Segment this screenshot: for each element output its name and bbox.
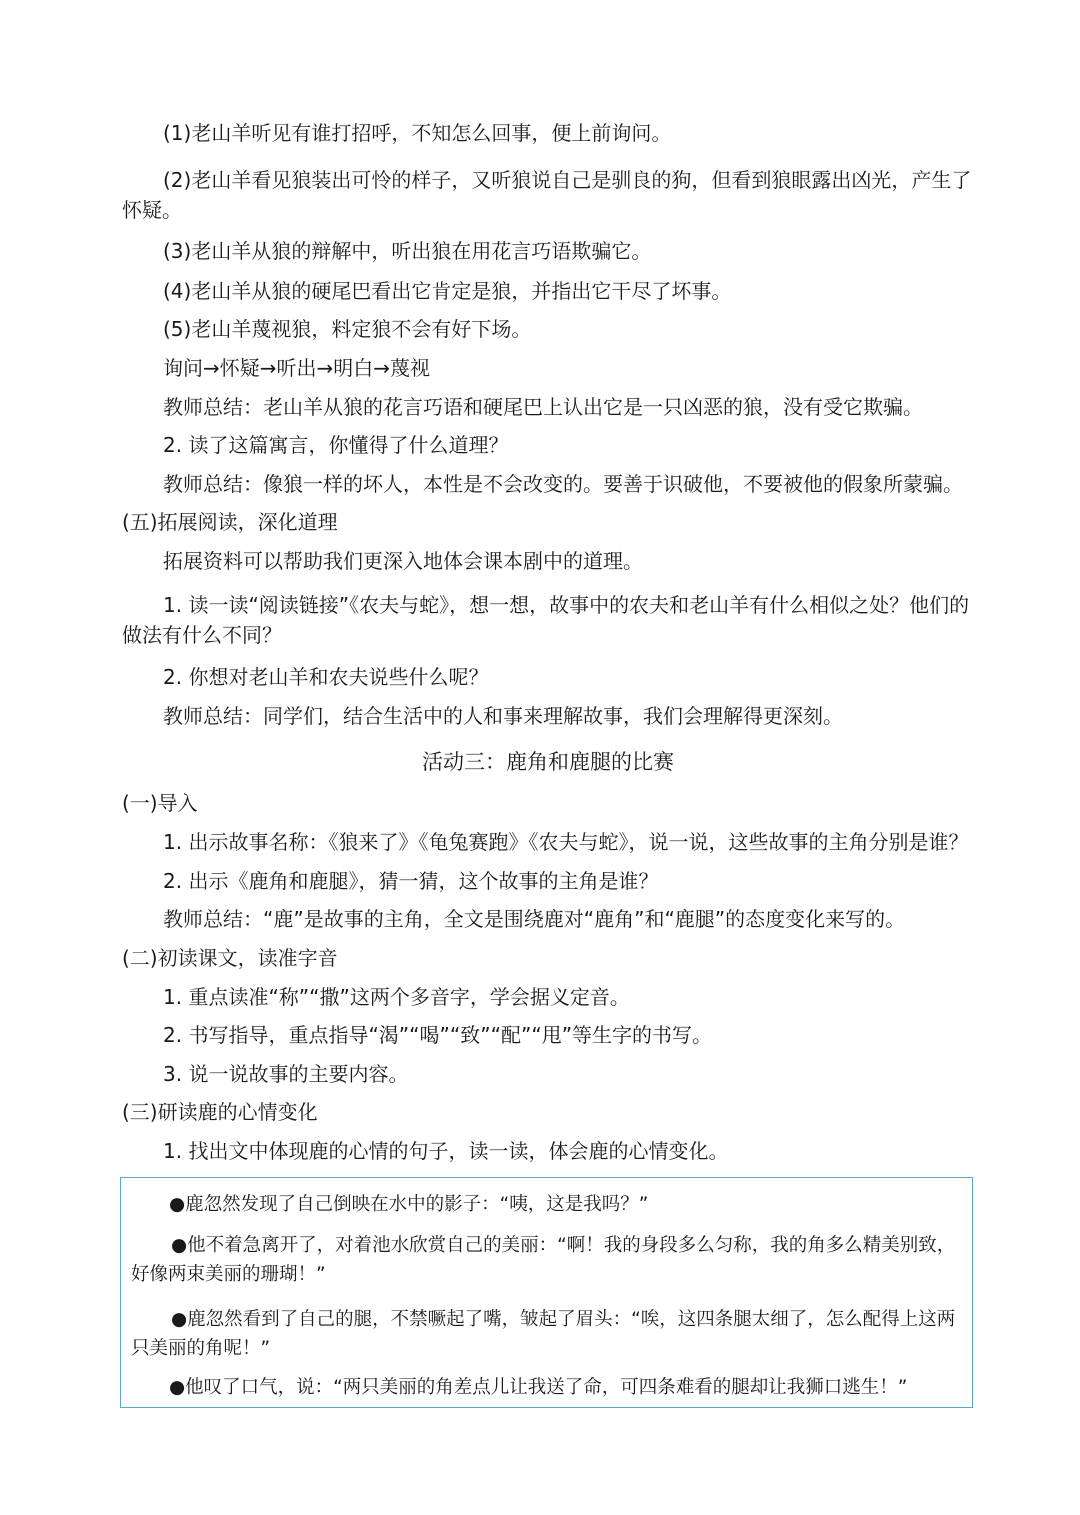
teacher-summary: 教师总结：老山羊从狼的花言巧语和硬尾巴上认出它是一只凶恶的狼，没有受它欺骗。	[163, 395, 923, 419]
quote-line: ●他叹了口气，说：“两只美丽的角差点儿让我送了命，可四条难看的腿却让我狮口逃生！”	[169, 1377, 908, 1398]
question: 2. 书写指导，重点指导“渴”“喝”“致”“配”“甩”等生字的书写。	[163, 1023, 713, 1047]
question: 3. 说一说故事的主要内容。	[163, 1062, 409, 1086]
quote-line: ●鹿忽然看到了自己的腿，不禁噘起了嘴，皱起了眉头：“唉，这四条腿太细了，怎么配得上这两只美丽的角呢！”	[131, 1309, 956, 1359]
story-step-5: (5)老山羊蔑视狼，料定狼不会有好下场。	[163, 317, 532, 341]
story-step-1: (1)老山羊听见有谁打招呼，不知怎么回事，便上前询问。	[163, 121, 672, 145]
paragraph: 拓展资料可以帮助我们更深入地体会课本剧中的道理。	[163, 549, 643, 573]
question: 2. 你想对老山羊和农夫说些什么呢？	[163, 665, 489, 689]
quote-box	[120, 1177, 973, 1408]
activity-title: 活动三：鹿角和鹿腿的比赛	[422, 750, 674, 774]
question: 2. 出示《鹿角和鹿腿》，猜一猜，这个故事的主角是谁？	[163, 869, 659, 893]
question: 1. 找出文中体现鹿的心情的句子，读一读，体会鹿的心情变化。	[163, 1139, 729, 1163]
quote-line: ●他不着急离开了，对着池水欣赏自己的美丽：“啊！我的身段多么匀称，我的角多么精美别致，好像两束美丽的珊瑚！”	[131, 1235, 956, 1285]
quote-line: ●鹿忽然发现了自己倒映在水中的影子：“咦，这是我吗？”	[169, 1194, 649, 1215]
section-heading: (三)研读鹿的心情变化	[122, 1100, 318, 1124]
story-step-4: (4)老山羊从狼的硬尾巴看出它肯定是狼，并指出它干尽了坏事。	[163, 279, 732, 303]
teacher-summary: 教师总结：像狼一样的坏人，本性是不会改变的。要善于识破他，不要被他的假象所蒙骗。	[163, 472, 963, 496]
teacher-summary: 教师总结：同学们，结合生活中的人和事来理解故事，我们会理解得更深刻。	[163, 704, 843, 728]
story-step-3: (3)老山羊从狼的辩解中，听出狼在用花言巧语欺骗它。	[163, 239, 652, 263]
section-heading: (二)初读课文，读准字音	[122, 946, 338, 970]
story-step-2: (2)老山羊看见狼装出可怜的样子，又听狼说自己是驯良的狗，但看到狼眼露出凶光，产生了怀疑。	[122, 168, 972, 222]
question: 1. 读一读“阅读链接”《农夫与蛇》，想一想，故事中的农夫和老山羊有什么相似之处？他们的做法有什么不同？	[122, 593, 970, 647]
teacher-summary: 教师总结：“鹿”是故事的主角，全文是围绕鹿对“鹿角”和“鹿腿”的态度变化来写的。	[163, 907, 906, 931]
section-heading: (五)拓展阅读，深化道理	[122, 510, 338, 534]
section-heading: (一)导入	[122, 791, 198, 815]
question: 1. 出示故事名称：《狼来了》《龟兔赛跑》《农夫与蛇》，说一说，这些故事的主角分别是谁？	[163, 830, 969, 854]
mood-flow: 询问→怀疑→听出→明白→蔑视	[163, 356, 431, 380]
question: 2. 读了这篇寓言，你懂得了什么道理？	[163, 433, 509, 457]
question: 1. 重点读准“称”“撒”这两个多音字，学会据义定音。	[163, 985, 630, 1009]
